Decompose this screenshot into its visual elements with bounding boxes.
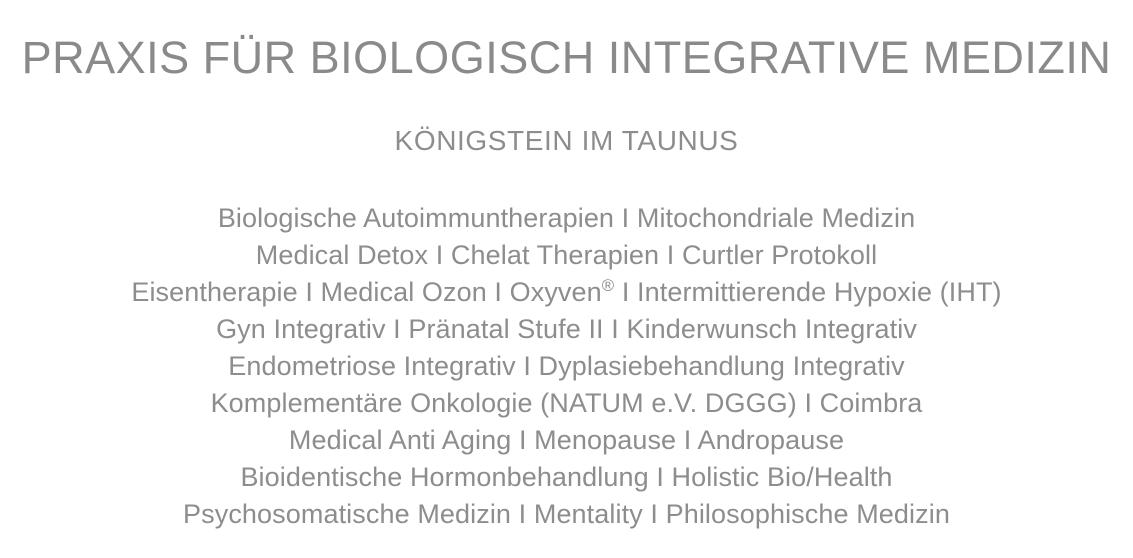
list-item: Biologische Autoimmuntherapien I Mitochondriale Medizin (217, 203, 916, 234)
list-item: Endometriose Integrativ I Dyplasiebehandlung Integrativ (228, 351, 905, 382)
list-item: Medical Detox I Chelat Therapien I Curtler Protokoll (255, 240, 878, 271)
list-item: Gyn Integrativ I Pränatal Stufe II I Kinderwunsch Integrativ (216, 314, 917, 345)
page-title: PRAXIS FÜR BIOLOGISCH INTEGRATIVE MEDIZIN (21, 32, 1112, 83)
list-item: Komplementäre Onkologie (NATUM e.V. DGGG) I Coimbra (210, 388, 923, 419)
list-item: Eisentherapie I Medical Ozon I Oxyven® I Intermittierende Hypoxie (IHT) (131, 276, 1002, 308)
services-list (0, 156, 1133, 533)
list-item: Medical Anti Aging I Menopause I Andropause (288, 425, 845, 456)
list-item: Psychosomatische Medizin I Mentality I Philosophische Medizin (183, 499, 950, 530)
list-item: Bioidentische Hormonbehandlung I Holistic Bio/Health (240, 462, 893, 493)
page-subtitle: KÖNIGSTEIN IM TAUNUS (394, 124, 739, 156)
